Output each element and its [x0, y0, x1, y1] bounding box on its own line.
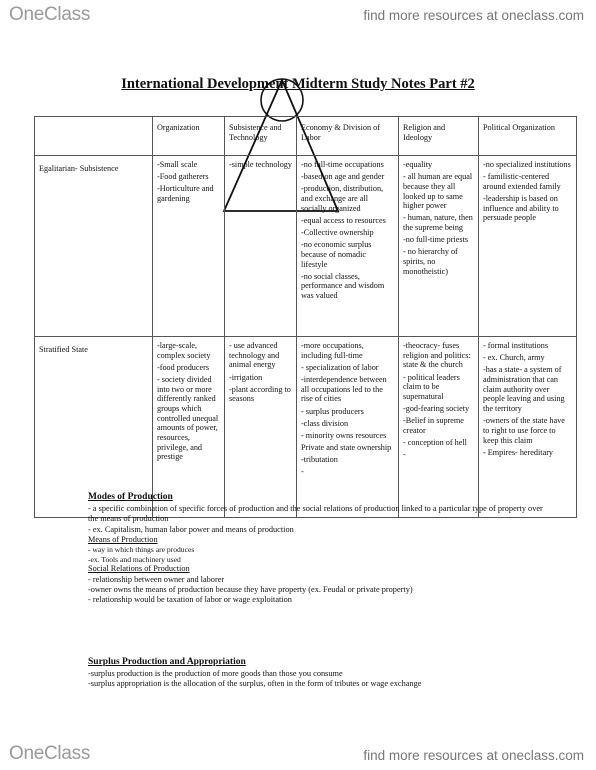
row-label: Stratified State	[35, 337, 153, 518]
cell-bullet: -no full-time priests	[403, 235, 469, 245]
table-cell	[297, 337, 399, 518]
comparison-table	[34, 116, 577, 518]
modes-of-production-section	[88, 492, 548, 606]
cell-bullet: - surplus producers	[301, 406, 364, 416]
cell-bullet: -Collective ownership	[301, 228, 374, 238]
section-title: Surplus Production and Appropriation	[88, 657, 246, 667]
text-line: -surplus production is the production of more goods than those you consume	[88, 668, 343, 678]
cell-bullet: -Small scale	[157, 160, 198, 169]
cell-bullet: -has a state- a system of administration that can claim authority over people leaving and using the territory	[483, 365, 565, 414]
text-line: -ex. Tools and machinery used	[88, 554, 181, 564]
table-row	[35, 156, 577, 337]
text-line: - ex. Capitalism, human labor power and means of production	[88, 524, 294, 534]
text-line: -surplus appropriation is the allocation of the surplus, often in the form of tributes or wage exchange	[88, 679, 422, 689]
table-header-cell: Organization	[153, 117, 225, 156]
table-cell	[479, 156, 577, 337]
cell-bullet: -god-fearing society	[403, 404, 470, 414]
cell-bullet: -	[403, 450, 406, 460]
cell-bullet: -production, distribution, and exchange are all socially organized	[301, 184, 384, 213]
document-title: International Development Midterm Study Notes Part #2	[121, 76, 475, 92]
cell-bullet: - Empires- hereditary	[483, 447, 554, 457]
cell-bullet: -large-scale, complex society	[157, 341, 211, 360]
cell-bullet: -no full-time occupations	[301, 160, 384, 169]
text-line: - a specific combination of specific forces of production and the social relations of production linked to a particular type of property over the means of production	[88, 503, 543, 524]
page-footer	[0, 738, 596, 770]
cell-bullet: - no hierarchy of spirits, no monotheistic)	[403, 247, 458, 276]
oneclass-logo[interactable]	[9, 4, 90, 26]
table-header-cell	[35, 117, 153, 156]
cell-bullet: -Food gatherers	[157, 172, 209, 182]
page-header	[0, 0, 596, 34]
cell-bullet: -no specialized institutions	[483, 160, 571, 169]
subsection-title: Social Relations of Production	[88, 564, 190, 574]
find-more-resources-link[interactable]: find more resources at oneclass.com	[363, 8, 584, 23]
table-cell	[153, 156, 225, 337]
text-line: -owner owns the means of production because they have property (ex. Feudal or private property)	[88, 585, 413, 594]
oneclass-logo[interactable]	[9, 743, 90, 765]
cell-bullet: - ex. Church, army	[483, 353, 545, 363]
table-header-cell: Political Organization	[479, 117, 577, 156]
cell-bullet: - formal institutions	[483, 341, 549, 350]
cell-bullet: -based on age and gender	[301, 172, 385, 182]
table-header-cell: Economy & Division of Labor	[297, 117, 399, 156]
row-label: Egalitarian- Subsistence	[35, 156, 153, 337]
cell-bullet: - minority owns resources	[301, 430, 387, 440]
cell-bullet: - conception of hell	[403, 438, 467, 448]
cell-bullet: -leadership is based on influence and ability to persuade people	[483, 194, 559, 223]
table-cell	[399, 337, 479, 518]
table-row	[35, 337, 577, 518]
table-cell	[479, 337, 577, 518]
table-cell	[225, 337, 297, 518]
cell-bullet: -simple technology	[229, 160, 292, 169]
cell-bullet: -food producers	[157, 362, 210, 372]
cell-bullet: -equality	[403, 160, 433, 169]
cell-bullet: -no social classes, performance and wisdom was valued	[301, 271, 385, 301]
cell-bullet: -Belief in supreme creator	[403, 416, 464, 435]
cell-bullet: -no economic surplus because of nomadic lifestyle	[301, 240, 372, 269]
cell-bullet: Private and state ownership	[301, 443, 392, 453]
cell-bullet: -equal access to resources	[301, 215, 386, 225]
cell-bullet: - political leaders claim to be supernatural	[403, 372, 460, 401]
cell-bullet: - all human are equal because they all looked up to same higher power	[403, 172, 473, 211]
cell-bullet: - society divided into two or more differently ranked groups which controlled unequal amounts of power, resources, privilege, and prestige	[157, 375, 219, 462]
table-cell	[399, 156, 479, 337]
cell-bullet: -class division	[301, 418, 349, 428]
cell-bullet: - familistic-centered around extended family	[483, 172, 561, 191]
cell-bullet: -interdependence between all occupations led to the rise of cities	[301, 375, 387, 404]
surplus-section	[88, 657, 548, 690]
logo-text: OneClass	[9, 743, 91, 764]
logo-text: OneClass	[9, 4, 91, 25]
cell-bullet: -	[301, 467, 304, 477]
table-cell	[297, 156, 399, 337]
cell-bullet: -Horticulture and gardening	[157, 184, 214, 204]
cell-bullet: -theocracy- fuses religion and politics: state & the church	[403, 341, 471, 370]
cell-bullet: - specialization of labor	[301, 362, 379, 372]
text-line: - relationship between owner and laborer	[88, 574, 225, 584]
cell-bullet: -tributation	[301, 455, 338, 465]
table-header-cell: Religion and Ideology	[399, 117, 479, 156]
cell-bullet: -irrigation	[229, 372, 263, 382]
cell-bullet: - human, nature, then the supreme being	[403, 213, 473, 233]
text-line: - relationship would be taxation of labor or wage exploitation	[88, 595, 292, 605]
table-cell	[225, 156, 297, 337]
section-title: Modes of Production	[88, 492, 173, 502]
table-header-cell: Subsistence and Technology	[225, 117, 297, 156]
cell-bullet: - use advanced technology and animal energy	[229, 341, 280, 370]
cell-bullet: -more occupations, including full-time	[301, 341, 364, 360]
table-cell	[153, 337, 225, 518]
text-line: - way in which things are produces	[88, 545, 195, 555]
cell-bullet: -owners of the state have to right to use force to keep this claim	[483, 416, 565, 445]
subsection-title: Means of Production	[88, 534, 158, 544]
cell-bullet: -plant according to seasons	[229, 384, 291, 404]
table-header-row	[35, 117, 577, 156]
find-more-resources-link[interactable]: find more resources at oneclass.com	[363, 748, 584, 763]
